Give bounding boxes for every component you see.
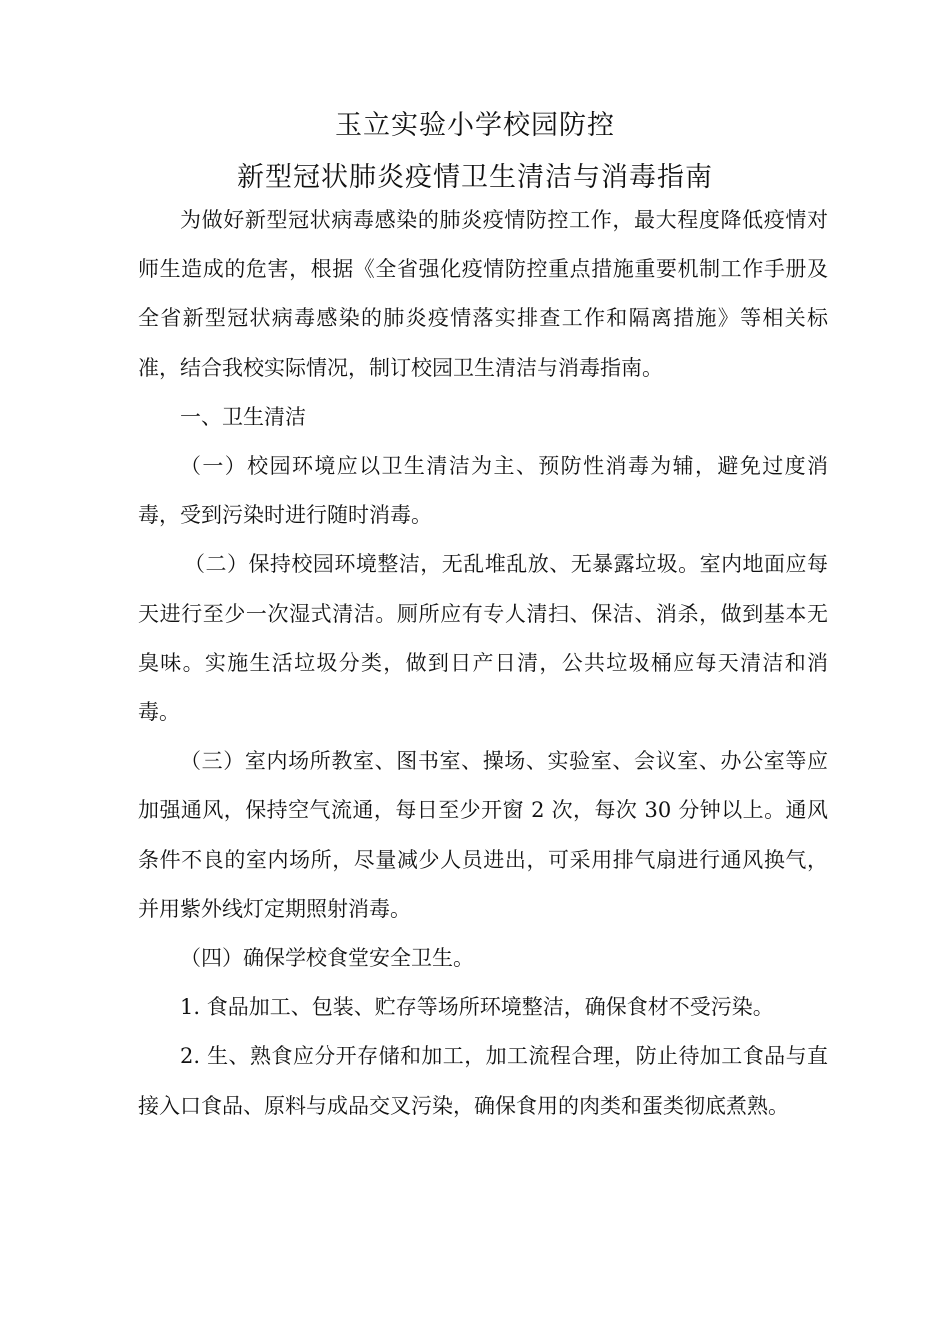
intro-paragraph: 为做好新型冠状病毒感染的肺炎疫情防控工作，最大程度降低疫情对师生造成的危害，根据《全省强化疫情防控重点措施重要机制工作手册及全省新型冠状病毒感染的肺炎疫情落实排查工作和隔离措施》等相关标准，结合我校实际情况，制订校园卫生清洁与消毒指南。 bbox=[138, 208, 828, 380]
subitem-1-paragraph: 1. 食品加工、包装、贮存等场所环境整洁，确保食材不受污染。 bbox=[180, 995, 774, 1020]
subitem-2-paragraph: 2. 生、熟食应分开存储和加工，加工流程合理，防止待加工食品与直接入口食品、原料与成品交叉污染，确保食用的肉类和蛋类彻底煮熟。 bbox=[138, 1044, 828, 1118]
item-4-paragraph: （四）确保学校食堂安全卫生。 bbox=[180, 946, 474, 971]
document-body bbox=[138, 196, 828, 1131]
item-2-paragraph: （二）保持校园环境整洁，无乱堆乱放、无暴露垃圾。室内地面应每天进行至少一次湿式清洁。厕所应有专人清扫、保洁、消杀，做到基本无臭味。实施生活垃圾分类，做到日产日清，公共垃圾桶应每天清洁和消毒。 bbox=[138, 552, 828, 725]
document-title-line-1: 玉立实验小学校园防控 bbox=[335, 110, 615, 141]
document-title-line-2: 新型冠状肺炎疫情卫生清洁与消毒指南 bbox=[237, 162, 713, 193]
section-heading-hygiene: 一、卫生清洁 bbox=[180, 404, 306, 429]
item-1-paragraph: （一）校园环境应以卫生清洁为主、预防性消毒为辅，避免过度消毒，受到污染时进行随时消毒。 bbox=[138, 454, 828, 528]
item-3-paragraph: （三）室内场所教室、图书室、操场、实验室、会议室、办公室等应加强通风，保持空气流通，每日至少开窗 2 次，每次 30 分钟以上。通风条件不良的室内场所，尽量减少人员进出，可采用排气扇进行通风换气，并用紫外线灯定期照射消毒。 bbox=[138, 749, 828, 921]
